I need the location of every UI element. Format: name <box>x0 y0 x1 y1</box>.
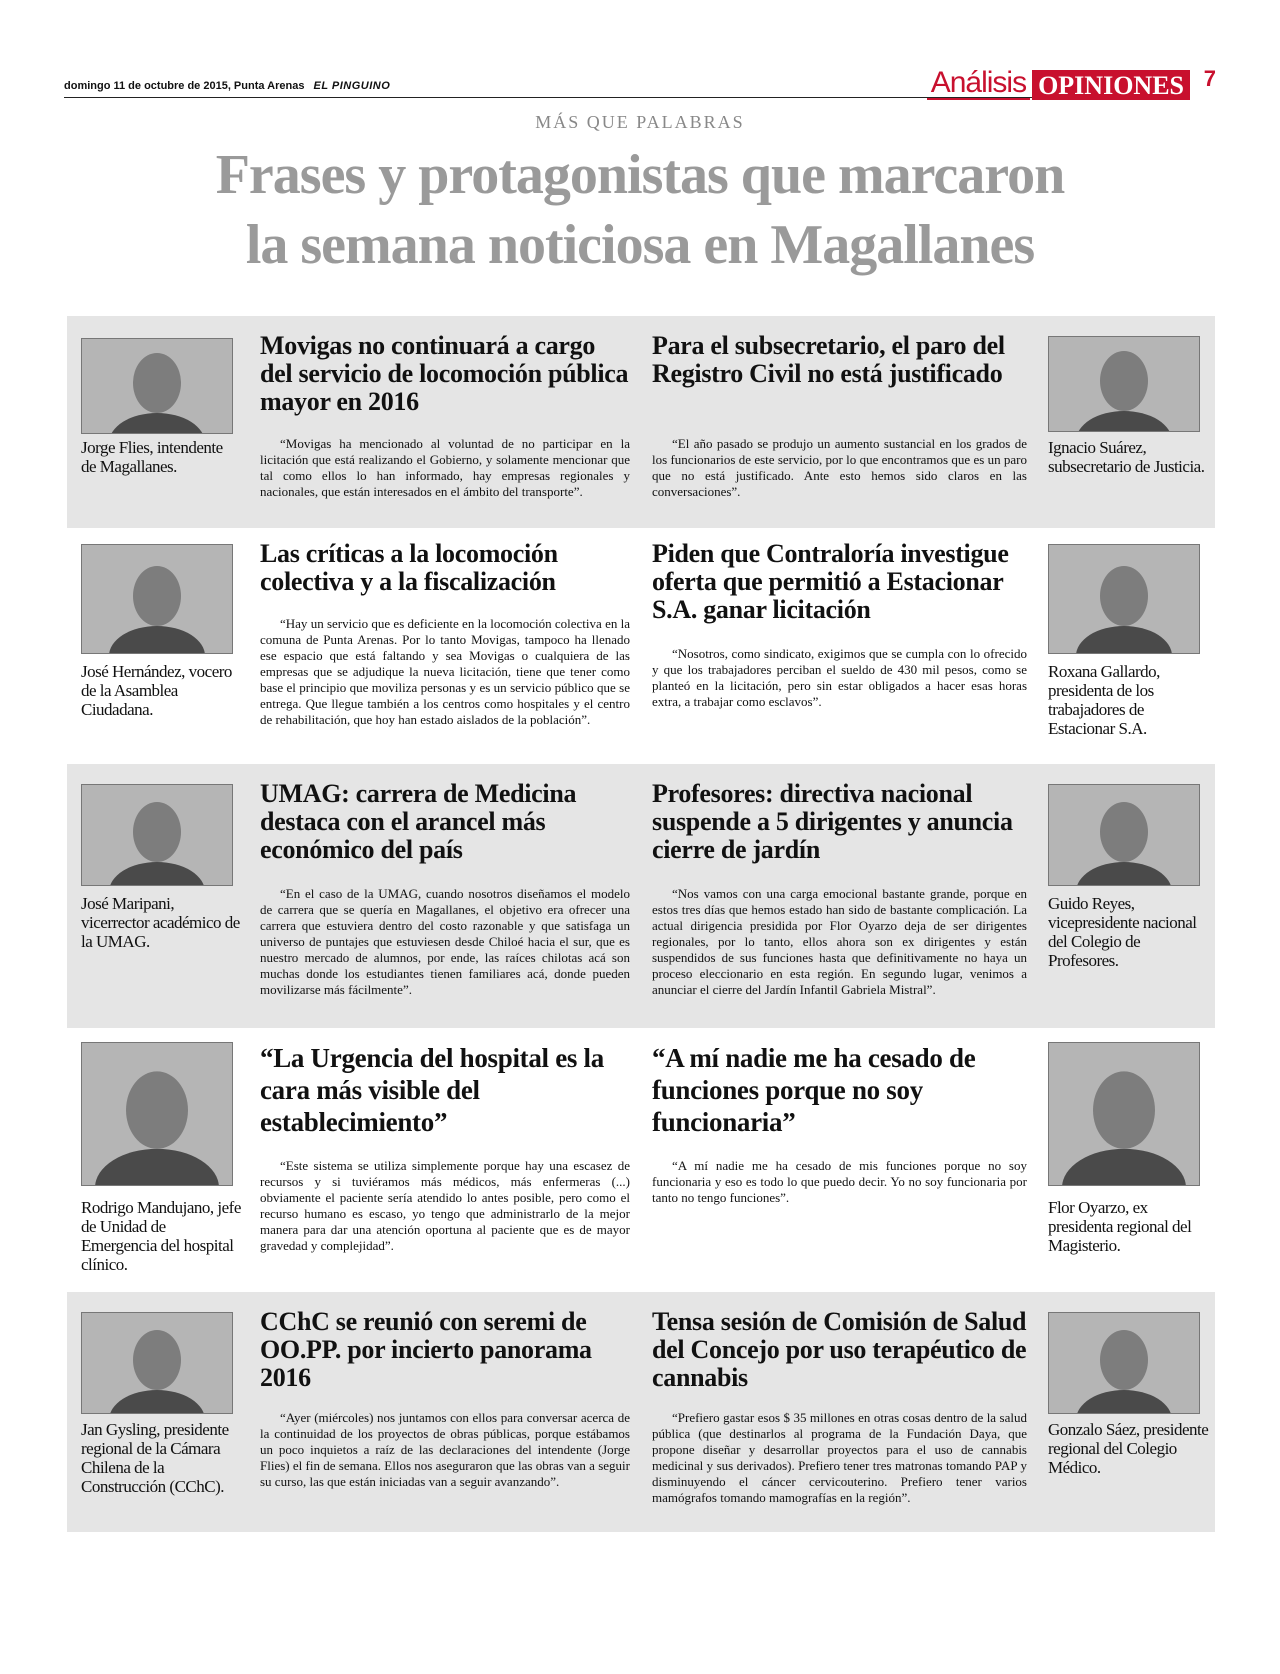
portrait-silhouette <box>82 785 232 885</box>
story-quote: “Prefiero gastar esos $ 35 millones en otras cosas dentro de la salud pública (que destinarlos al programa de la Fundación Daya, que propone diseñar y desarrollar proyectos para el uso de cannabis medicinal y sus derivados). Prefiero tener tres matronas tomando PAP y disminuyendo el cáncer cervicouterino. Prefiero tener varios mamógrafos tomando mamografías en la región”. <box>652 1410 1027 1505</box>
dateline: domingo 11 de octubre de 2015, Punta Arenas <box>64 80 305 92</box>
dateline-bar <box>64 80 390 92</box>
story-title: Tensa sesión de Comisión de Salud del Concejo por uso terapéutico de cannabis <box>652 1307 1027 1392</box>
story-quote: “A mí nadie me ha cesado de mis funciones porque no soy funcionaria y eso es todo lo que puedo decir. Yo no soy funcionaria por tanto no tengo funciones”. <box>652 1158 1027 1205</box>
photo-caption: Guido Reyes, vicepresidente nacional del Colegio de Profesores. <box>1048 894 1197 970</box>
portrait-photo-icon <box>1048 544 1200 654</box>
story-quote: “Nos vamos con una carga emocional bastante grande, porque en estos tres días que hemos estado han sido de bastante complicación. La actual dirigencia presidida por Flor Oyarzo deja de ser dirigentes regionales, por lo tanto, ellos ahora son ex dirigentes y están suspendidos de sus funciones hasta que definitivamente no haya un proceso eleccionario en esta región. En segundo lugar, venimos a anunciar el cierre del Jardín Infantil Gabriela Mistral”. <box>652 886 1027 997</box>
portrait-photo-icon <box>81 1312 233 1414</box>
photo-caption: Flor Oyarzo, ex presidenta regional del Magisterio. <box>1048 1198 1192 1255</box>
page-title <box>0 140 1280 280</box>
story-title: UMAG: carrera de Medicina destaca con el arancel más económico del país <box>260 779 577 864</box>
story-title: Profesores: directiva nacional suspende a 5 dirigentes y anuncia cierre de jardín <box>652 779 1013 864</box>
portrait-photo-icon <box>81 544 233 654</box>
portrait-silhouette <box>1049 1043 1199 1185</box>
news-row <box>67 528 1215 764</box>
section-opiniones: OPINIONES <box>1032 70 1190 100</box>
photo-caption: Roxana Gallardo, presidenta de los trabajadores de Estacionar S.A. <box>1048 662 1160 738</box>
portrait-photo-icon <box>1048 1312 1200 1414</box>
story-quote: “Hay un servicio que es deficiente en la locomoción colectiva en la comuna de Punta Arenas. Por lo tanto Movigas, tampoco ha llenado ese espacio que está faltando y sea Movigas o cualquiera de las empresas que se adjudique la nueva licitación, tiene que tener como base el principio que moviliza personas y es un servicio público que se entrega. Que llegue también a los centros como hospitales y el centro de rehabilitación, que hoy han estado aislados de la población”. <box>260 616 630 727</box>
news-row <box>67 1292 1215 1532</box>
page-number: 7 <box>1203 66 1216 91</box>
page-title-line-1: Frases y protagonistas que marcaron <box>215 144 1065 206</box>
photo-caption: Ignacio Suárez, subsecretario de Justicia. <box>1048 438 1205 476</box>
portrait-silhouette <box>82 1313 232 1413</box>
story-title: Para el subsecretario, el paro del Registro Civil no está justificado <box>652 331 1005 388</box>
news-row <box>67 316 1215 528</box>
photo-caption: José Maripani, vicerrector académico de la UMAG. <box>81 894 240 951</box>
story-title: Las críticas a la locomoción colectiva y a la fiscalización <box>260 539 558 596</box>
section-label <box>927 68 1190 100</box>
story-title: CChC se reunió con seremi de OO.PP. por incierto panorama 2016 <box>260 1307 592 1392</box>
story-quote: “Este sistema se utiliza simplemente porque hay una escasez de recursos y si tuviéramos más médicos, más enfermeras (...) obviamente el paciente sería atendido lo antes posible, pero como el recurso humano es escaso, yo tengo que administrarlo de la mejor manera para dar una atención oportuna al paciente que es de mayor gravedad y complejidad”. <box>260 1158 630 1253</box>
story-title: “La Urgencia del hospital es la cara más visible del establecimiento” <box>260 1043 604 1137</box>
story-quote: “Movigas ha mencionado al voluntad de no participar en la licitación que está realizando el Gobierno, y solamente mencionar que tal como ellos lo han informado, hay empresas regionales y nacionales, que están interesados en el ámbito del transporte”. <box>260 436 630 499</box>
kicker: MÁS QUE PALABRAS <box>535 112 745 132</box>
story-quote: “Ayer (miércoles) nos juntamos con ellos para conversar acerca de la continuidad de los proyectos de obras públicas, porque estábamos un poco inquietos a raíz de las declaraciones del intendente (Jorge Flies) el fin de semana. Ellos nos aseguraron que las obras van a seguir su curso, las que están iniciadas van a seguir avanzando”. <box>260 1410 630 1489</box>
portrait-photo-icon <box>1048 336 1200 432</box>
photo-caption: Jorge Flies, intendente de Magallanes. <box>81 438 223 476</box>
portrait-silhouette <box>82 1043 232 1185</box>
story-quote: “En el caso de la UMAG, cuando nosotros diseñamos el modelo de carrera que se quería en Magallanes, el objetivo era ofrecer una carrera que estuviera dentro del costo razonable y que satisfaga un universo de puntajes que estuviesen desde Chiloé hacia el sur, que es nuestro mercado de alumnos, por ende, las raíces chilotas acá son muchas donde los estudiantes tienen familiares acá, donde pueden movilizarse más fácilmente”. <box>260 886 630 997</box>
portrait-photo-icon <box>1048 1042 1200 1186</box>
story-quote: “Nosotros, como sindicato, exigimos que se cumpla con lo ofrecido y que los trabajadores perciban el sueldo de 430 mil pesos, como se planteó en la licitación, pero sin estar obligados a hacer esas horas extra, a trabajar como esclavos”. <box>652 646 1027 709</box>
newspaper-name: EL PINGUINO <box>313 80 391 92</box>
portrait-silhouette <box>1049 545 1199 653</box>
portrait-silhouette <box>1049 337 1199 431</box>
portrait-photo-icon <box>1048 784 1200 886</box>
portrait-silhouette <box>82 545 232 653</box>
photo-caption: Gonzalo Sáez, presidente regional del Colegio Médico. <box>1048 1420 1209 1477</box>
portrait-photo-icon <box>81 338 233 434</box>
portrait-photo-icon <box>81 1042 233 1186</box>
portrait-silhouette <box>82 339 232 433</box>
section-analisis: Análisis <box>927 68 1030 100</box>
page-title-line-2: la semana noticiosa en Magallanes <box>245 214 1035 276</box>
news-row <box>67 1028 1215 1286</box>
portrait-silhouette <box>1049 1313 1199 1413</box>
photo-caption: Rodrigo Mandujano, jefe de Unidad de Emergencia del hospital clínico. <box>81 1198 241 1274</box>
photo-caption: José Hernández, vocero de la Asamblea Ciudadana. <box>81 662 232 719</box>
news-row <box>67 764 1215 1028</box>
story-title: Piden que Contraloría investigue oferta que permitió a Estacionar S.A. ganar licitación <box>652 539 1009 624</box>
story-quote: “El año pasado se produjo un aumento sustancial en los grados de los funcionarios de este servicio, por lo que encontramos que es un paro que no está justificado. Ante esto hemos sido claros en las conversaciones”. <box>652 436 1027 499</box>
portrait-photo-icon <box>81 784 233 886</box>
story-title: “A mí nadie me ha cesado de funciones porque no soy funcionaria” <box>652 1043 976 1137</box>
photo-caption: Jan Gysling, presidente regional de la Cámara Chilena de la Construcción (CChC). <box>81 1420 229 1496</box>
portrait-silhouette <box>1049 785 1199 885</box>
story-title: Movigas no continuará a cargo del servicio de locomoción pública mayor en 2016 <box>260 331 629 416</box>
